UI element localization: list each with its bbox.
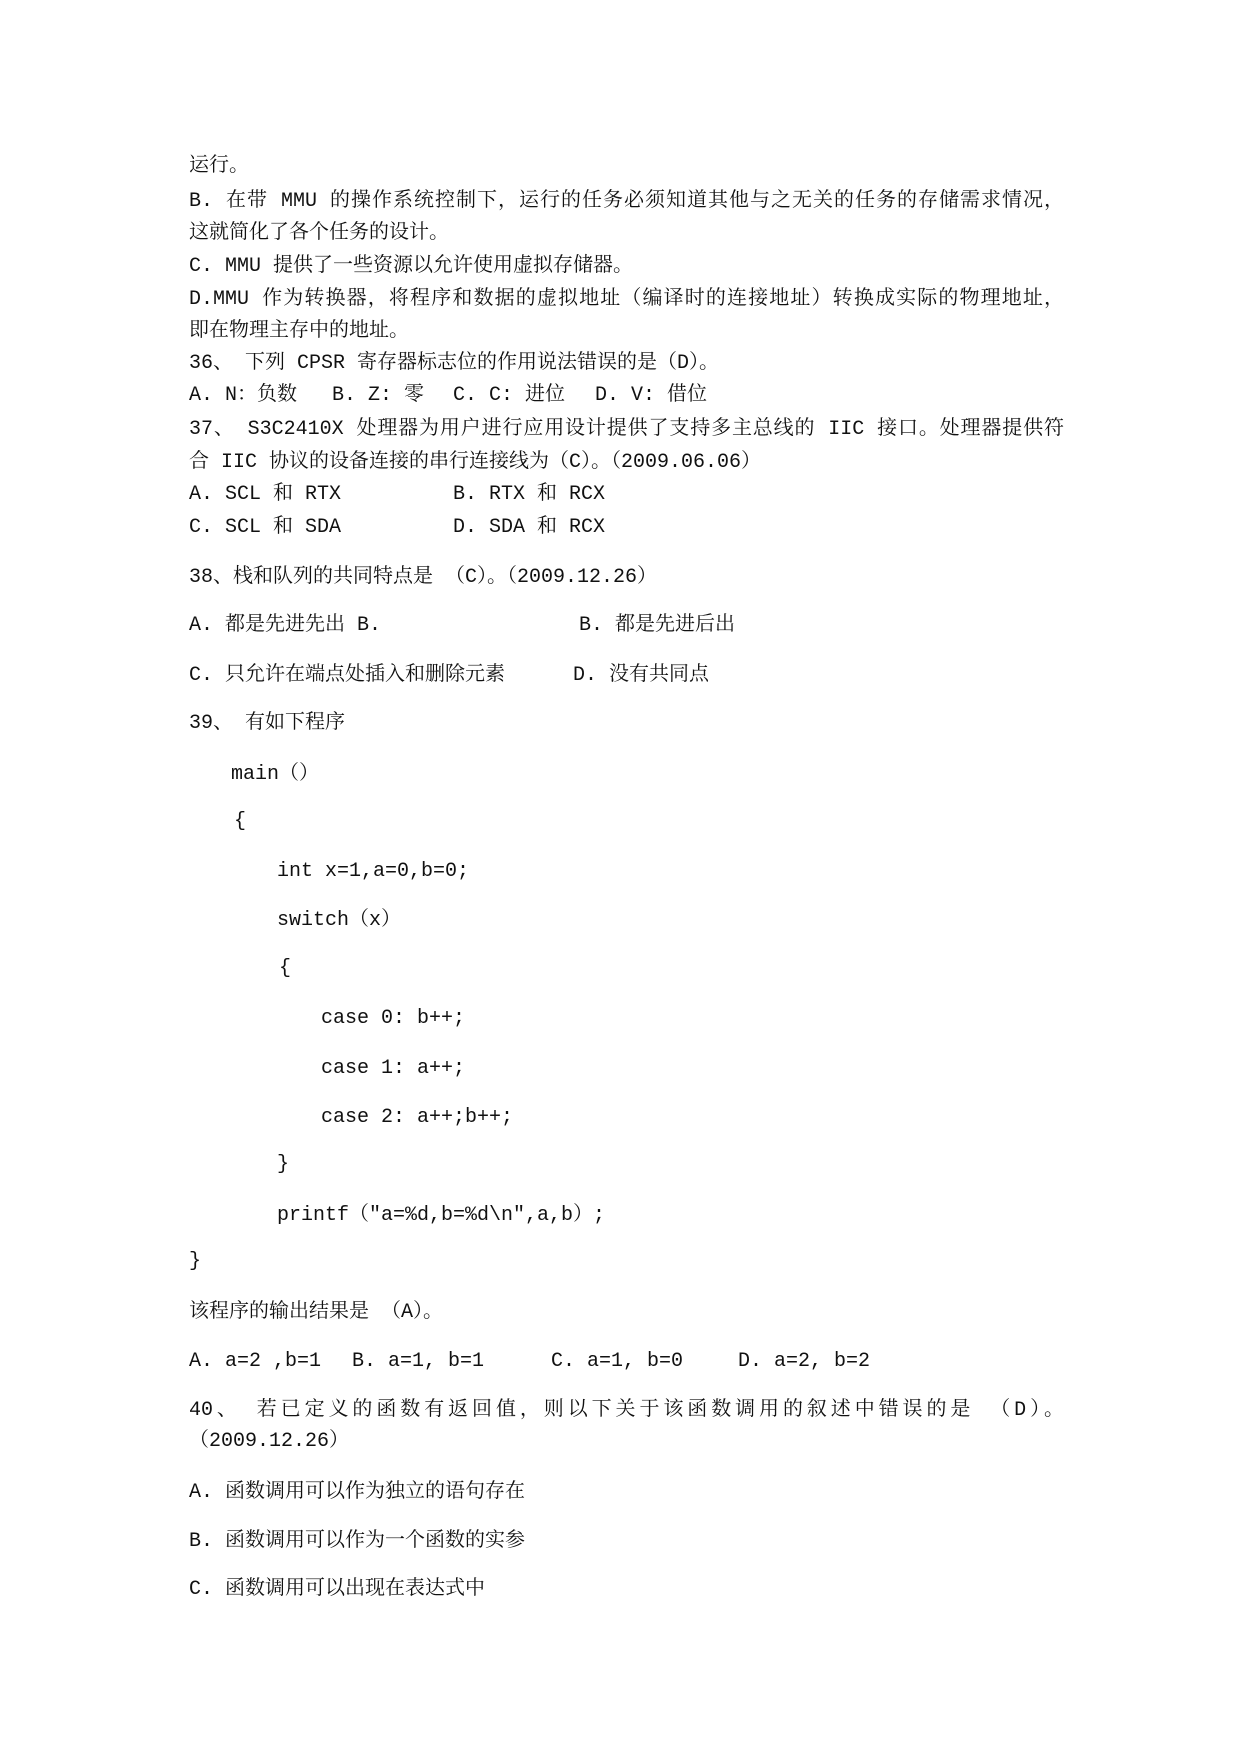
code-line: } [277,1153,290,1176]
q39-option-a: A. a=2 ,b=1 [189,1350,322,1373]
q38-option-d: D. 没有共同点 [573,664,710,687]
q37-option-a: A. SCL 和 RTX [189,483,342,506]
q39-question: 该程序的输出结果是 （A）。 [189,1301,444,1324]
code-line: case 2: a++;b++; [321,1106,514,1129]
q40-stem-line2: （2009.12.26） [189,1430,350,1453]
q36-option-c: C. C: 进位 [453,384,566,407]
code-line: case 0: b++; [321,1007,466,1030]
q35-option-d-line2: 即在物理主存中的地址。 [189,320,409,343]
q36-stem: 36、 下列 CPSR 寄存器标志位的作用说法错误的是（D）。 [189,352,720,375]
q38-stem: 38、栈和队列的共同特点是 （C）。（2009.12.26） [189,566,658,589]
q40-option-a: A. 函数调用可以作为独立的语句存在 [189,1481,526,1504]
code-line: int x=1,a=0,b=0; [277,860,470,883]
code-line: switch（x） [277,909,402,932]
q38-option-b: B. 都是先进后出 [579,614,736,637]
q40-option-c: C. 函数调用可以出现在表达式中 [189,1578,486,1601]
q35-option-b-line1: B. 在带 MMU 的操作系统控制下，运行的任务必须知道其他与之无关的任务的存储需求情况， [189,190,1064,213]
q37-stem-line1: 37、 S3C2410X 处理器为用户进行应用设计提供了支持多主总线的 IIC 接口。处理器提供符 [189,418,1064,441]
q37-option-b: B. RTX 和 RCX [453,483,606,506]
code-line: case 1: a++; [321,1057,466,1080]
code-line: main（） [231,763,320,786]
q35-option-c: C. MMU 提供了一些资源以允许使用虚拟存储器。 [189,255,634,278]
q35-option-d-line1: D.MMU 作为转换器，将程序和数据的虚拟地址（编译时的连接地址）转换成实际的物理地址， [189,288,1064,311]
q38-option-c: C. 只允许在端点处插入和删除元素 [189,664,506,687]
q39-option-d: D. a=2, b=2 [738,1350,871,1373]
q39-option-b: B. a=1, b=1 [352,1350,485,1373]
q36-option-a: A. N：负数 [189,384,298,407]
q37-option-c: C. SCL 和 SDA [189,516,342,539]
q36-option-d: D. V: 借位 [595,384,708,407]
q40-stem-line1: 40、 若已定义的函数有返回值，则以下关于该函数调用的叙述中错误的是 （D）。 [189,1399,1064,1422]
q38-option-a: A. 都是先进先出 B. [189,614,382,637]
q35-option-b-line2: 这就简化了各个任务的设计。 [189,222,449,245]
code-line: printf（"a=%d,b=%d\n",a,b）; [277,1204,606,1227]
code-line: } [189,1250,202,1273]
q36-option-b: B. Z: 零 [332,384,425,407]
q35-option-a-tail: 运行。 [189,155,249,178]
code-line: { [279,957,292,980]
q37-stem-line2: 合 IIC 协议的设备连接的串行连接线为（C）。（2009.06.06） [189,451,762,474]
q39-option-c: C. a=1, b=0 [551,1350,684,1373]
q39-stem: 39、 有如下程序 [189,712,346,735]
q40-option-b: B. 函数调用可以作为一个函数的实参 [189,1530,526,1553]
code-line: { [234,810,247,833]
q37-option-d: D. SDA 和 RCX [453,516,606,539]
